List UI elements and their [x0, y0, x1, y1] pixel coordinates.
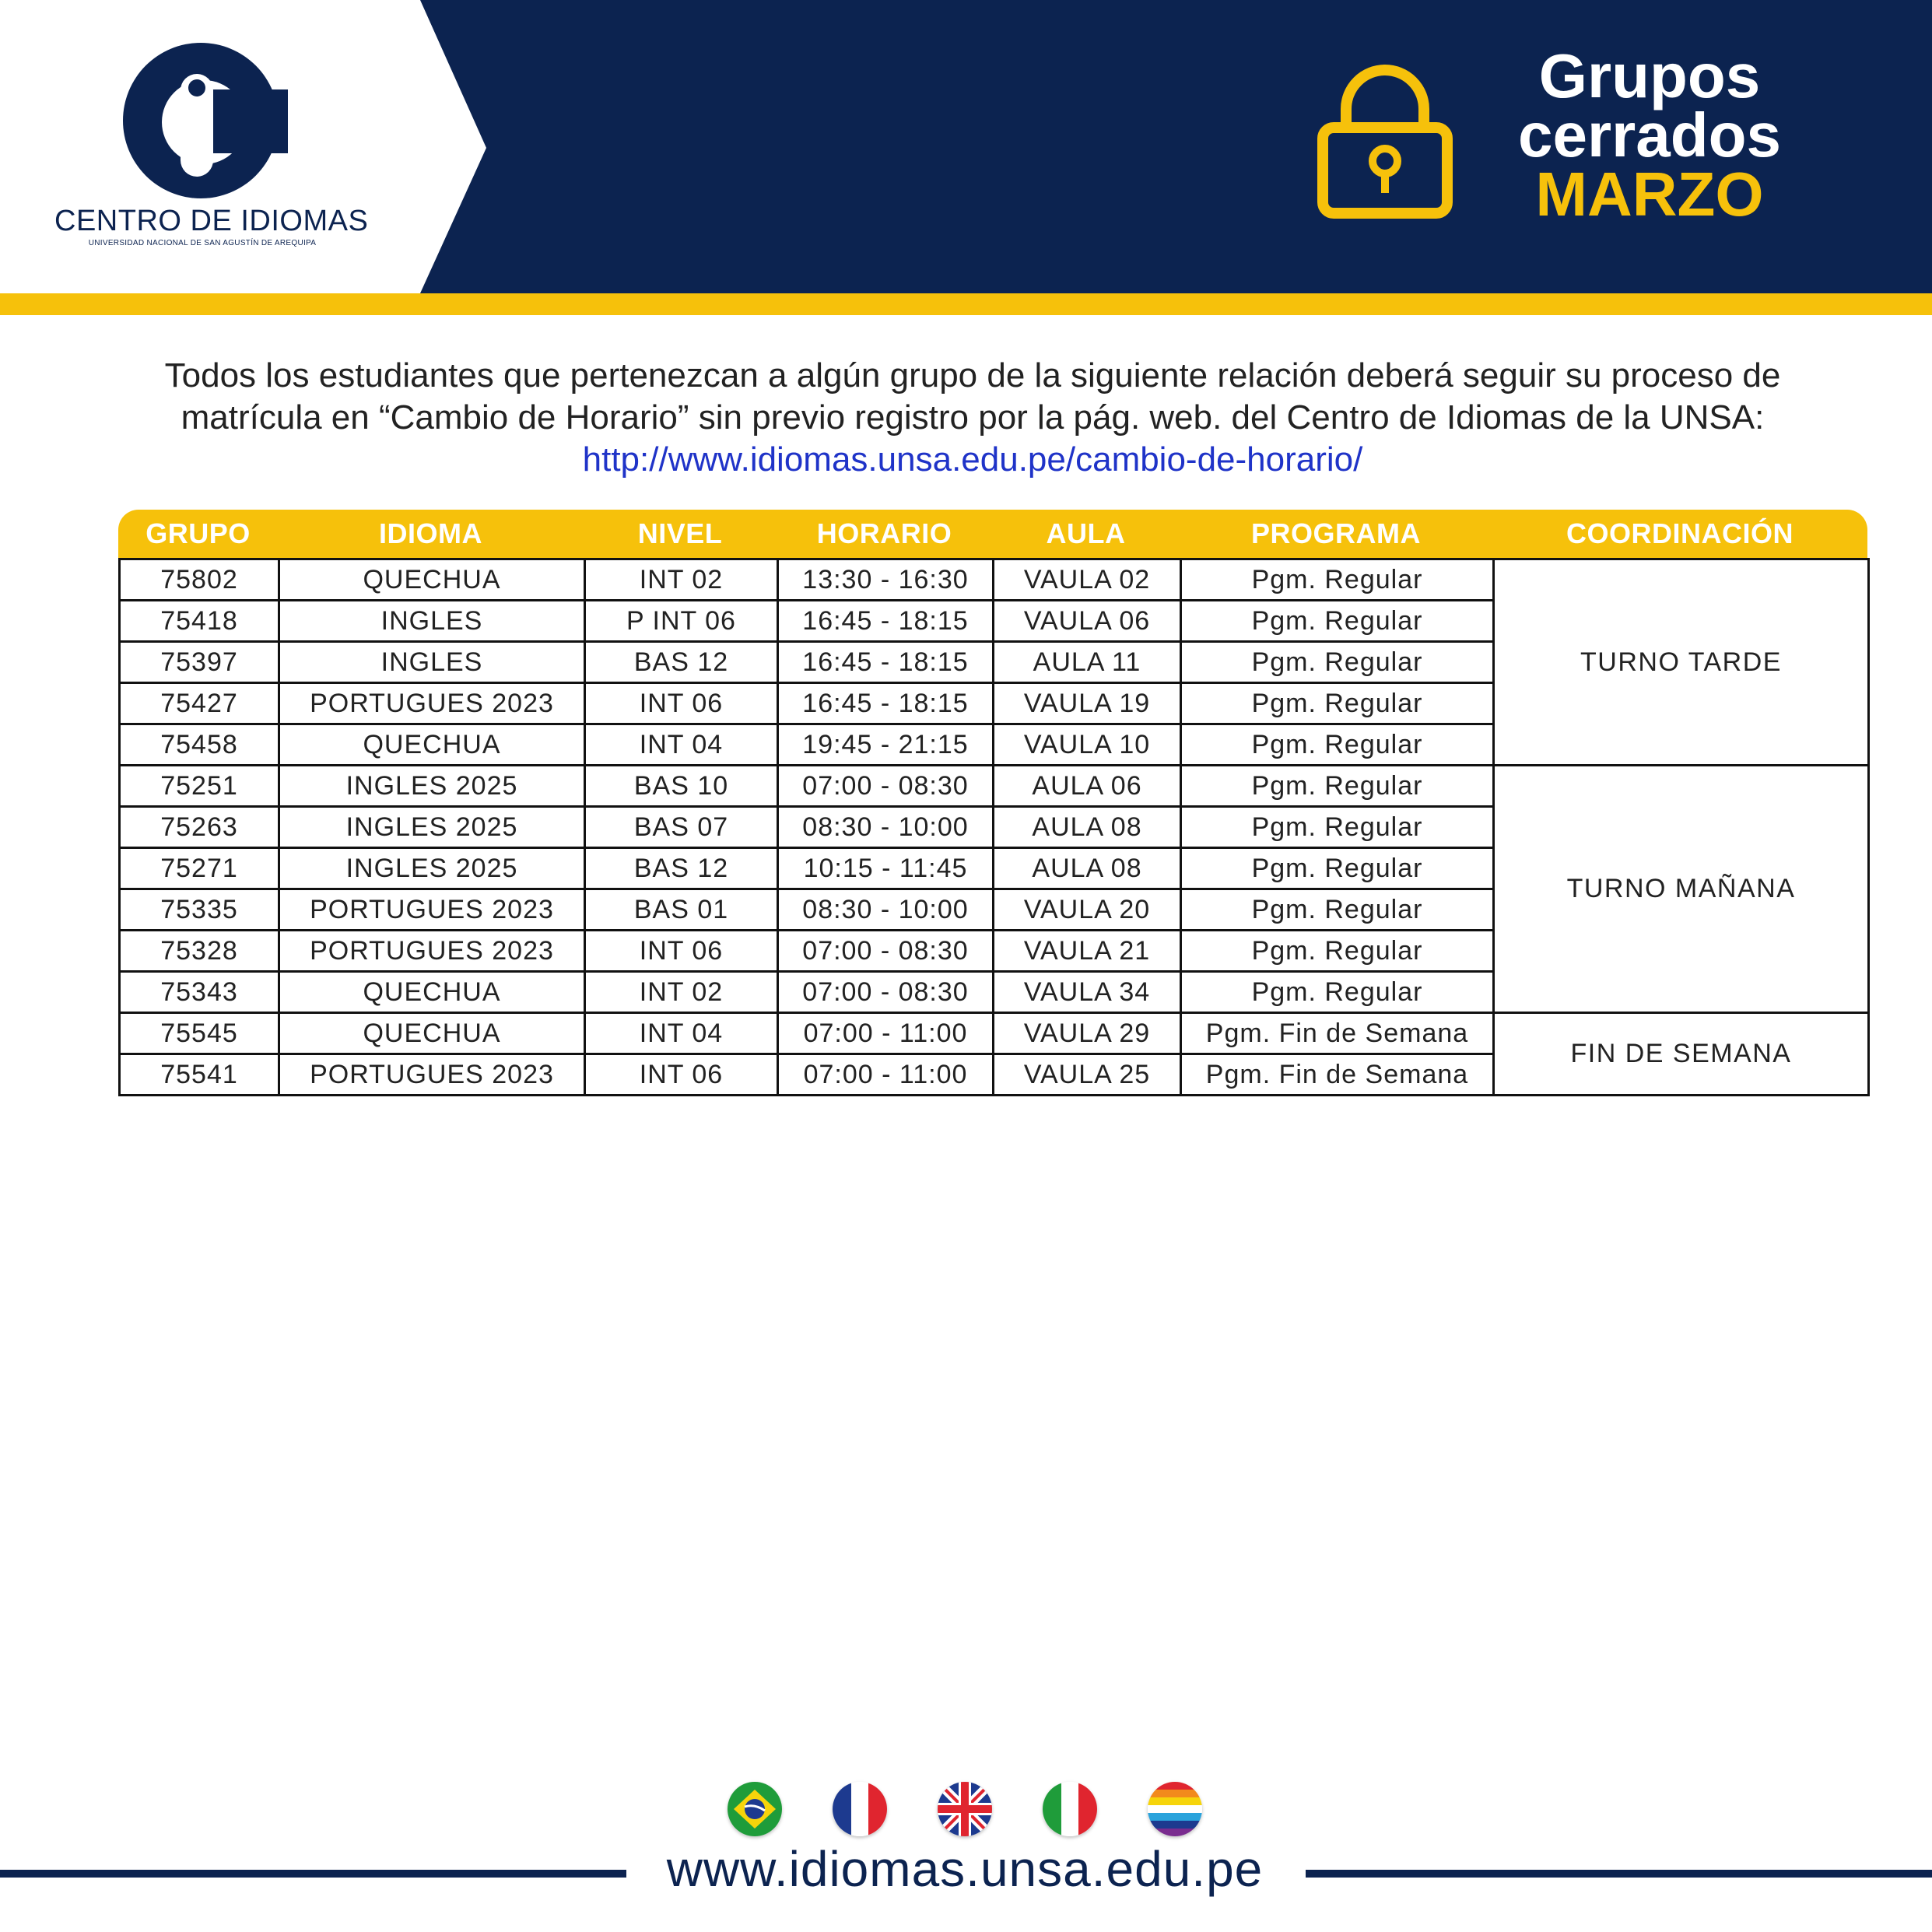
logo-title: CENTRO DE IDIOMAS [54, 205, 369, 237]
table-cell: QUECHUA [279, 724, 585, 766]
column-header: IDIOMA [379, 517, 482, 549]
table-cell: VAULA 21 [994, 931, 1181, 972]
table-cell: P INT 06 [585, 601, 778, 642]
table-cell: 75271 [120, 848, 279, 889]
table-cell: 19:45 - 21:15 [778, 724, 994, 766]
title-line-1: Grupos [1538, 41, 1761, 110]
table-cell: Pgm. Regular [1181, 807, 1494, 848]
table-cell: 75545 [120, 1013, 279, 1054]
rainbow-flag-icon [1148, 1782, 1202, 1836]
table-cell: 75802 [120, 559, 279, 601]
uk-flag-icon [938, 1782, 992, 1836]
table-cell: BAS 12 [585, 848, 778, 889]
column-header: PROGRAMA [1251, 517, 1421, 549]
table-cell: AULA 08 [994, 807, 1181, 848]
header-banner [0, 0, 1932, 319]
column-header: AULA [1046, 517, 1126, 549]
table-cell: BAS 12 [585, 642, 778, 683]
logo-c-icon [117, 43, 288, 198]
table-cell: AULA 08 [994, 848, 1181, 889]
table-row [120, 559, 1869, 601]
title-month: MARZO [1535, 160, 1764, 229]
table-cell: VAULA 06 [994, 601, 1181, 642]
table-cell: 10:15 - 11:45 [778, 848, 994, 889]
table-body [118, 558, 1870, 1096]
footer-line-left [0, 1870, 626, 1878]
table-cell: 16:45 - 18:15 [778, 642, 994, 683]
column-header: COORDINACIÓN [1566, 517, 1793, 549]
table-cell: Pgm. Regular [1181, 559, 1494, 601]
table-cell: PORTUGUES 2023 [279, 889, 585, 931]
france-flag-icon [833, 1782, 887, 1836]
table-cell: VAULA 10 [994, 724, 1181, 766]
table-row [120, 766, 1869, 807]
table-cell: Pgm. Fin de Semana [1181, 1013, 1494, 1054]
table-cell: 75328 [120, 931, 279, 972]
table-cell: INGLES [279, 601, 585, 642]
table-cell: VAULA 19 [994, 683, 1181, 724]
column-header: HORARIO [816, 517, 952, 549]
table-cell: 07:00 - 08:30 [778, 766, 994, 807]
footer-website-link[interactable]: www.idiomas.unsa.edu.pe [666, 1841, 1264, 1897]
table-cell: Pgm. Regular [1181, 766, 1494, 807]
table-cell: 07:00 - 11:00 [778, 1013, 994, 1054]
cambio-horario-link[interactable]: http://www.idiomas.unsa.edu.pe/cambio-de-horario/ [582, 440, 1363, 479]
table-cell: Pgm. Regular [1181, 683, 1494, 724]
table-cell: 75427 [120, 683, 279, 724]
table-cell: VAULA 20 [994, 889, 1181, 931]
table-cell: Pgm. Regular [1181, 642, 1494, 683]
language-flags [728, 1782, 1210, 1844]
table-cell: 08:30 - 10:00 [778, 889, 994, 931]
table-cell: INGLES 2025 [279, 848, 585, 889]
centro-de-idiomas-logo [54, 43, 369, 253]
table-cell: INT 06 [585, 1054, 778, 1096]
table-cell: 75335 [120, 889, 279, 931]
table-cell: VAULA 29 [994, 1013, 1181, 1054]
table-cell: Pgm. Regular [1181, 724, 1494, 766]
table-cell: Pgm. Regular [1181, 972, 1494, 1013]
logo-subtitle: UNIVERSIDAD NACIONAL DE SAN AGUSTÍN DE AREQUIPA [88, 239, 317, 247]
italy-flag-icon [1043, 1782, 1097, 1836]
coordination-cell: TURNO MAÑANA [1494, 766, 1869, 1013]
column-header: GRUPO [146, 517, 251, 549]
table-cell: Pgm. Regular [1181, 848, 1494, 889]
table-cell: QUECHUA [279, 559, 585, 601]
header-title [1463, 41, 1836, 229]
lock-icon [1315, 64, 1455, 219]
table-cell: QUECHUA [279, 972, 585, 1013]
table-cell: Pgm. Regular [1181, 889, 1494, 931]
table-cell: INGLES [279, 642, 585, 683]
table-cell: INT 06 [585, 931, 778, 972]
table-cell: 07:00 - 08:30 [778, 931, 994, 972]
table-cell: 75418 [120, 601, 279, 642]
table-cell: 07:00 - 08:30 [778, 972, 994, 1013]
table-cell: INT 04 [585, 724, 778, 766]
table-cell: INT 06 [585, 683, 778, 724]
table-cell: PORTUGUES 2023 [279, 683, 585, 724]
table-cell: BAS 01 [585, 889, 778, 931]
table-cell: 16:45 - 18:15 [778, 683, 994, 724]
table-cell: AULA 11 [994, 642, 1181, 683]
table-cell: INT 04 [585, 1013, 778, 1054]
table-cell: 75251 [120, 766, 279, 807]
coordination-cell: TURNO TARDE [1494, 559, 1869, 766]
title-line-2: cerrados [1518, 100, 1781, 170]
table-cell: AULA 06 [994, 766, 1181, 807]
table-cell: 75263 [120, 807, 279, 848]
footer-line-right [1306, 1870, 1932, 1878]
table-cell: Pgm. Regular [1181, 601, 1494, 642]
table-cell: PORTUGUES 2023 [279, 931, 585, 972]
table-row [120, 1013, 1869, 1054]
table-cell: 75458 [120, 724, 279, 766]
intro-paragraph [124, 355, 1821, 481]
table-cell: VAULA 02 [994, 559, 1181, 601]
intro-text: Todos los estudiantes que pertenezcan a algún grupo de la siguiente relación deberá seguir su proceso de matrícula en “Cambio de Horario” sin previo registro por la pág. web. del Centro de Idiomas de la UNSA: [164, 356, 1781, 437]
table-cell: QUECHUA [279, 1013, 585, 1054]
coordination-cell: FIN DE SEMANA [1494, 1013, 1869, 1096]
table-cell: 75397 [120, 642, 279, 683]
table-cell: INGLES 2025 [279, 766, 585, 807]
closed-groups-table [118, 510, 1867, 1096]
column-header: NIVEL [637, 517, 723, 549]
table-cell: 75343 [120, 972, 279, 1013]
table-cell: Pgm. Regular [1181, 931, 1494, 972]
table-cell: 13:30 - 16:30 [778, 559, 994, 601]
table-cell: 08:30 - 10:00 [778, 807, 994, 848]
table-cell: 16:45 - 18:15 [778, 601, 994, 642]
table-cell: PORTUGUES 2023 [279, 1054, 585, 1096]
table-cell: BAS 10 [585, 766, 778, 807]
table-cell: VAULA 34 [994, 972, 1181, 1013]
table-cell: INGLES 2025 [279, 807, 585, 848]
table-cell: BAS 07 [585, 807, 778, 848]
table-cell: 07:00 - 11:00 [778, 1054, 994, 1096]
table-cell: INT 02 [585, 972, 778, 1013]
brazil-flag-icon [728, 1782, 782, 1836]
table-cell: INT 02 [585, 559, 778, 601]
table-header [118, 510, 1867, 558]
table-cell: Pgm. Fin de Semana [1181, 1054, 1494, 1096]
table-cell: 75541 [120, 1054, 279, 1096]
table-cell: VAULA 25 [994, 1054, 1181, 1096]
